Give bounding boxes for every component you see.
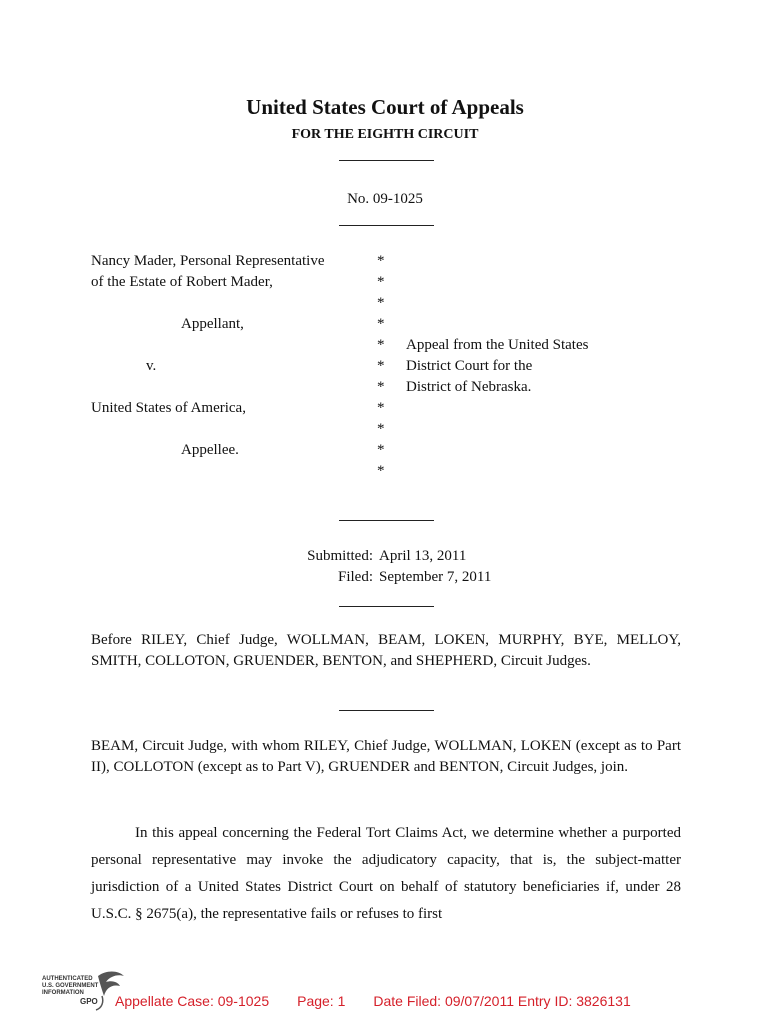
footer-stamp [115, 993, 659, 1009]
appeal-from-block [406, 335, 588, 398]
caption-star: * [377, 337, 385, 353]
caption-star: * [377, 463, 385, 479]
filed-date: September 7, 2011 [379, 569, 492, 585]
divider-rule [339, 225, 434, 226]
appellant-name-line-2: of the Estate of Robert Mader, [91, 274, 273, 290]
caption-star: * [377, 358, 385, 374]
circuit-subtitle: FOR THE EIGHTH CIRCUIT [291, 127, 479, 142]
opinion-author-paragraph: BEAM, Circuit Judge, with whom RILEY, Chief Judge, WOLLMAN, LOKEN (except as to Part II), COLLOTON (except as to Part V), GRUENDER and BENTON, Circuit Judges, join. [91, 738, 681, 775]
submitted-date: April 13, 2011 [379, 548, 467, 564]
caption-star: * [377, 295, 385, 311]
appellee-role: Appellee. [181, 442, 239, 458]
appeal-from-line-1: Appeal from the United States [406, 337, 589, 353]
court-title: United States Court of Appeals [246, 95, 524, 119]
docket-number: No. 09-1025 [347, 191, 423, 207]
caption-star: * [377, 316, 385, 332]
gpo-mark: GPO [80, 997, 98, 1006]
gpo-text-line-2: U.S. GOVERNMENT [42, 983, 99, 989]
caption-star: * [377, 421, 385, 437]
versus: v. [146, 358, 157, 374]
caption-star: * [377, 253, 385, 269]
caption-star: * [377, 274, 385, 290]
case-dates [0, 546, 770, 588]
opening-paragraph: In this appeal concerning the Federal Tort Claims Act, we determine whether a purported personal representative may invoke the adjudicatory capacity, that is, the subject-matter jurisdiction of a United States District Court on behalf of statutory beneficiaries if, under 28 U.S.C. § 2675(a), the representative fails or refuses to first [91, 825, 681, 922]
filed-label: Filed: [337, 569, 373, 585]
submitted-label: Submitted: [307, 548, 373, 564]
appeal-from-line-3: District of Nebraska. [406, 379, 532, 395]
footer-filed-entry: Date Filed: 09/07/2011 Entry ID: 3826131 [373, 993, 631, 1009]
appellant-role: Appellant, [181, 316, 244, 332]
divider-rule [339, 160, 434, 161]
caption-star: * [377, 400, 385, 416]
caption-star-column [377, 251, 391, 482]
gpo-text-line-3: INFORMATION [42, 990, 84, 996]
case-caption-parties [91, 251, 381, 461]
footer-case-number: Appellate Case: 09-1025 [115, 993, 270, 1009]
appeal-from-line-2: District Court for the [406, 358, 533, 374]
appellee-name: United States of America, [91, 400, 246, 416]
appellant-name-line-1: Nancy Mader, Personal Representative [91, 253, 325, 269]
divider-rule [339, 710, 434, 711]
divider-rule [339, 606, 434, 607]
caption-star: * [377, 442, 385, 458]
divider-rule [339, 520, 434, 521]
panel-paragraph: Before RILEY, Chief Judge, WOLLMAN, BEAM, LOKEN, MURPHY, BYE, MELLOY, SMITH, COLLOTON, GRUENDER, BENTON, and SHEPHERD, Circuit Judges. [91, 632, 681, 669]
footer-page: Page: 1 [297, 993, 346, 1009]
caption-star: * [377, 379, 385, 395]
gpo-text-line-1: AUTHENTICATED [42, 976, 93, 982]
